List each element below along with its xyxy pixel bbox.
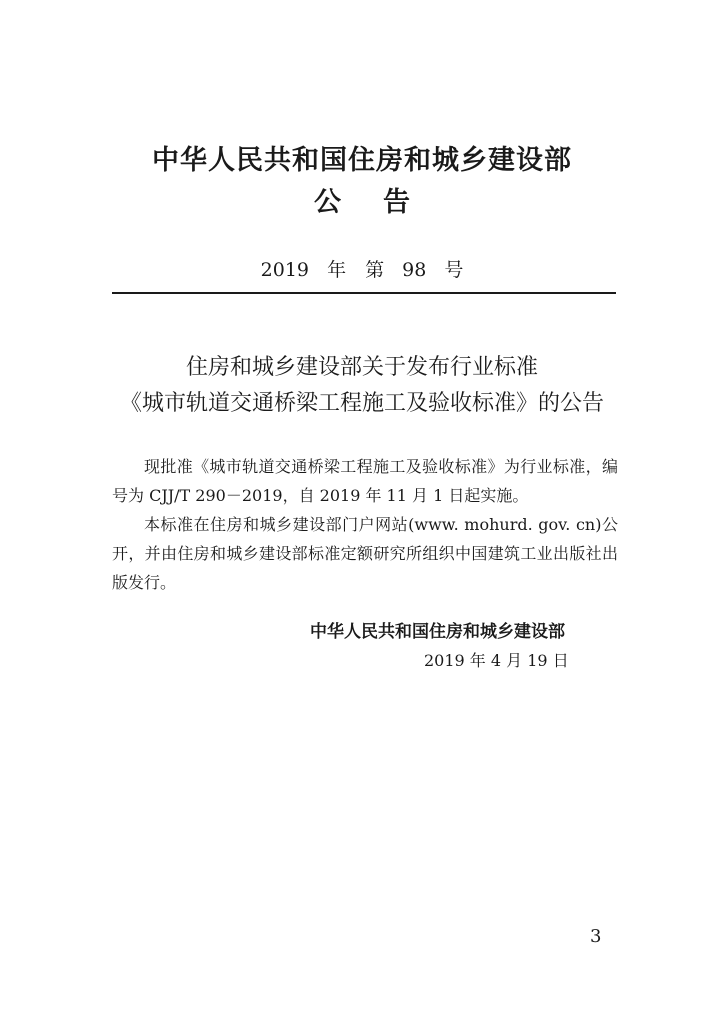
document-number: 2019 年 第 98 号 — [260, 259, 464, 281]
body-paragraph-2: 本标准在住房和城乡建设部门户网站(www. mohurd. gov. cn)公开，并由住房和城乡建设部标准定额研究所组织中国建筑工业出版社出版发行。 — [112, 515, 618, 592]
page-number: 3 — [590, 926, 602, 947]
signature-issuer: 中华人民共和国住房和城乡建设部 — [310, 622, 565, 642]
issuer-title: 中华人民共和国住房和城乡建设部 — [152, 145, 572, 176]
signature-date: 2019 年 4 月 19 日 — [424, 651, 569, 670]
notice-title-line-2: 《城市轨道交通桥梁工程施工及验收标准》的公告 — [119, 391, 604, 416]
notice-title — [0, 350, 724, 422]
body-paragraph-1: 现批准《城市轨道交通桥梁工程施工及验收标准》为行业标准，编号为 CJJ/T 290－2019，自 2019 年 11 月 1 日起实施。 — [112, 457, 618, 505]
notice-body — [112, 452, 618, 597]
document-type: 公告 — [314, 187, 452, 218]
notice-title-line-1: 住房和城乡建设部关于发布行业标准 — [185, 355, 538, 380]
header-divider — [112, 292, 616, 294]
